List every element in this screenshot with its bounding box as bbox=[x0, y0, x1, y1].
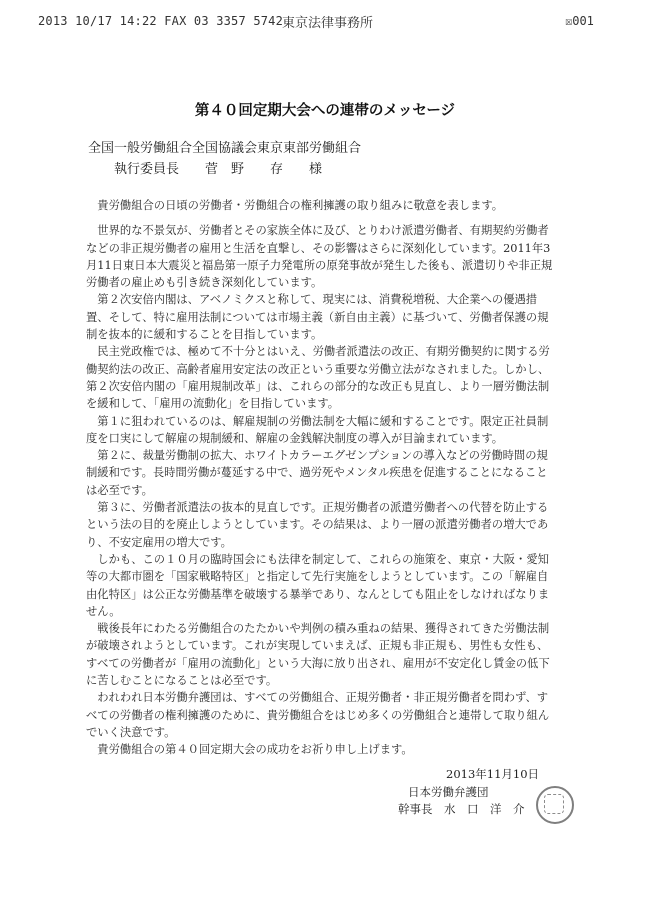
signature-block bbox=[398, 766, 539, 819]
document-title: 第４０回定期大会への連帯のメッセージ bbox=[194, 103, 456, 119]
fax-sender: 東京法律事務所 bbox=[282, 16, 374, 31]
fax-transmit-line: 2013 10/17 14:22 FAX 03 3357 5742 bbox=[38, 14, 284, 28]
paragraph-7: しかも、この１０月の臨時国会にも法律を制定して、これらの施策を、東京・大阪・愛知等の大都市圏を「国家戦略特区」と指定して先行実施をしようとしています。この「解雇自由化特区」は公正な労働基準を破壊する暴挙であり、なんとしても阻止をしなければなりません。 bbox=[86, 552, 550, 618]
recipient-name: 執行委員長 菅 野 存 様 bbox=[114, 162, 323, 177]
signature-name: 幹事長 水 口 洋 介 bbox=[398, 802, 525, 816]
paragraph-4: 第１に狙われているのは、解雇規制の労働法制を大幅に緩和することです。限定正社員制度を口実にして解雇の規制緩和、解雇の金銭解決制度の導入が目論まれています。 bbox=[86, 414, 549, 445]
paragraph-5: 第２に、裁量労働制の拡大、ホワイトカラーエグゼンプションの導入などの労働時間の規制緩和です。長時間労働が蔓延する中で、過労死やメンタル疾患を促進することになることは必至です。 bbox=[86, 449, 548, 497]
paragraph-greeting: 貴労働組合の日頃の労働者・労働組合の権利擁護の取り組みに敬意を表します。 bbox=[97, 199, 504, 212]
fax-header bbox=[0, 8, 650, 32]
paragraph-6: 第３に、労働者派遣法の抜本的見直しです。正規労働者の派遣労働者への代替を防止するという法の目的を廃止しようとしています。その結果は、より一層の派遣労働者の増大であり、不安定雇用の増大です。 bbox=[86, 501, 549, 549]
signature-date: 2013年11月10日 bbox=[446, 767, 540, 781]
official-seal-stamp bbox=[536, 786, 574, 824]
paragraph-3: 民主党政権では、極めて不十分とはいえ、労働者派遣法の改正、有期労働契約に関する労働契約法の改正、高齢者雇用安定法の改正という重要な労働立法がなされました。しかし、第２次安倍内閣の「雇用規制改革」は、これらの部分的な改正も見直し、より一層労働法制を緩和して、「雇用の流動化」を目指しています。 bbox=[86, 345, 550, 411]
paragraph-2: 第２次安倍内閣は、アベノミクスと称して、現実には、消費税増税、大企業への優遇措置、そして、特に雇用法制については市場主義（新自由主義）に基づいて、労働者保護の規制を抜本的に緩和することを目指しています。 bbox=[86, 293, 549, 342]
paragraph-closing: 貴労働組合の第４０回定期大会の成功をお祈り申し上げます。 bbox=[97, 743, 413, 757]
fax-page-number: ☒001 bbox=[565, 14, 594, 28]
paragraph-8: 戦後長年にわたる労働組合のたたかいや判例の積み重ねの結果、獲得されてきた労働法制が破壊されようとしています。これが実現していまえば、正規も非正規も、男性も女性も、すべての労働者が「雇用の流動化」という大海に放り出され、雇用が不安定化し賃金の低下に苦しむことになることは必至です。 bbox=[86, 622, 550, 688]
recipient-organization: 全国一般労働組合全国協議会東京東部労働組合 bbox=[88, 141, 362, 156]
paragraph-9: われわれ日本労働弁護団は、すべての労働組合、正規労働者・非正規労働者を問わず、すべての労働者の権利擁護のために、貴労働組合をはじめ多くの労働組合と連帯して取り組んでいく決意です。 bbox=[86, 691, 550, 739]
message-body bbox=[86, 197, 556, 759]
paragraph-1: 世界的な不景気が、労働者とその家族全体に及び、とりわけ派遣労働者、有期契約労働者などの非正規労働者の雇用と生活を直撃し、その影響はさらに深刻化しています。2011年3月11日東日本大震災と福島第一原子力発電所の原発事故が発生した後も、派遣切りや非正規労働者の雇止めも引き続き深刻化しています。 bbox=[86, 224, 553, 290]
recipient-block bbox=[88, 138, 361, 180]
signature-organization: 日本労働弁護団 bbox=[408, 784, 489, 799]
